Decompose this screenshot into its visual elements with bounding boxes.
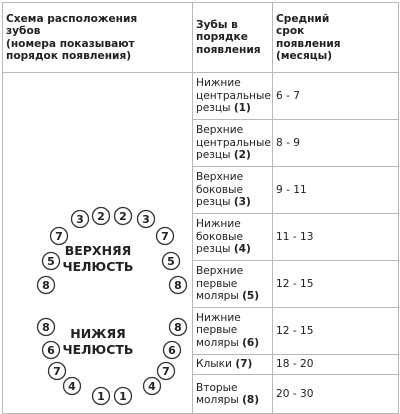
tooth-name-line: Верхние (196, 124, 244, 137)
tooth-name-line: Клыки (196, 358, 232, 371)
upper-tooth-number: 2 (119, 210, 127, 223)
tooth-name (193, 375, 273, 414)
eruption-age: 6 - 7 (273, 73, 399, 120)
tooth-name-line: моляры (196, 394, 239, 407)
tooth-name-line: моляры (196, 290, 239, 303)
tooth-order: (2) (233, 149, 251, 162)
header-diagram-line: зубов (6, 25, 41, 37)
tooth-name-line: Верхние (196, 171, 244, 184)
tooth-name-line: боковые (196, 183, 244, 196)
lower-jaw-label: НИЖЯЯ (70, 326, 126, 341)
tooth-name-line: Нижние (196, 218, 241, 231)
lower-tooth-number: 7 (53, 365, 61, 378)
eruption-age: 20 - 30 (273, 375, 399, 414)
tooth-order: (4) (233, 243, 251, 256)
lower-tooth-number: 6 (47, 344, 55, 357)
lower-tooth-number: 8 (42, 321, 50, 334)
header-age-line: срок (276, 25, 305, 37)
header-teeth-line: порядке (196, 31, 248, 44)
tooth-order: (8) (242, 394, 260, 407)
tooth-order: (3) (233, 196, 251, 209)
upper-jaw-label: ВЕРХНЯЯ (64, 243, 132, 258)
tooth-name-line: Нижние (196, 311, 241, 324)
tooth-diagram-cell (3, 73, 193, 414)
header-teeth-line: появления (196, 43, 261, 56)
header-age (273, 3, 399, 73)
eruption-age: 12 - 15 (273, 260, 399, 307)
tooth-order: (5) (242, 290, 260, 303)
lower-tooth-number: 1 (119, 390, 127, 403)
tooth-name-line: первые (196, 277, 238, 290)
tooth-name-line: центральные (196, 136, 271, 149)
tooth-name-line: моляры (196, 336, 239, 349)
lower-jaw-label: ЧЕЛЮСТЬ (62, 342, 134, 357)
tooth-name-line: первые (196, 324, 238, 337)
header-teeth-line: Зубы в (196, 18, 238, 31)
eruption-age: 8 - 9 (273, 119, 399, 166)
tooth-name-line: Вторые (196, 381, 238, 394)
upper-tooth-number: 8 (42, 279, 50, 292)
tooth-name-line: центральные (196, 89, 271, 102)
header-age-line: Средний (276, 12, 330, 25)
tooth-name (193, 307, 273, 354)
header-row (3, 3, 399, 73)
header-diagram-line: (номера показывают (6, 37, 135, 50)
tooth-name (193, 119, 273, 166)
header-diagram-line: порядок появления) (6, 50, 132, 62)
tooth-name (193, 166, 273, 213)
upper-tooth-number: 5 (167, 255, 175, 268)
upper-tooth-number: 3 (142, 213, 150, 226)
upper-tooth-number: 7 (161, 230, 169, 243)
upper-tooth-number: 3 (76, 213, 84, 226)
tooth-name-line: резцы (196, 196, 231, 209)
lower-tooth-number: 4 (148, 380, 156, 393)
header-age-line: (месяцы) (276, 50, 333, 62)
upper-tooth-number: 5 (47, 255, 55, 268)
upper-tooth-number: 7 (55, 230, 63, 243)
tooth-name-line: боковые (196, 230, 244, 243)
tooth-name-line: Верхние (196, 265, 244, 278)
tooth-name-line: резцы (196, 243, 231, 256)
tooth-order: (1) (233, 102, 251, 115)
lower-tooth-number: 6 (168, 344, 176, 357)
tooth-name-line: Нижние (196, 77, 241, 90)
eruption-age: 18 - 20 (273, 354, 399, 374)
eruption-age: 11 - 13 (273, 213, 399, 260)
table-row (3, 73, 399, 120)
header-age-line: появления (276, 37, 341, 50)
tooth-name-line: резцы (196, 102, 231, 115)
upper-tooth-number: 8 (174, 279, 182, 292)
tooth-name (193, 73, 273, 120)
header-diagram-line: Схема расположения (6, 12, 138, 25)
eruption-age: 12 - 15 (273, 307, 399, 354)
tooth-order: (6) (242, 336, 260, 349)
tooth-name (193, 260, 273, 307)
lower-tooth-number: 1 (97, 390, 105, 403)
tooth-name (193, 213, 273, 260)
eruption-age: 9 - 11 (273, 166, 399, 213)
tooth-name-line: резцы (196, 149, 231, 162)
lower-tooth-number: 8 (174, 321, 182, 334)
upper-tooth-number: 2 (97, 210, 105, 223)
lower-tooth-number: 4 (68, 380, 76, 393)
header-teeth (193, 3, 273, 73)
upper-jaw-label: ЧЕЛЮСТЬ (62, 259, 134, 274)
tooth-name (193, 354, 273, 374)
teething-table (2, 2, 399, 414)
tooth-order: (7) (235, 358, 253, 371)
header-diagram (3, 3, 193, 73)
lower-tooth-number: 7 (162, 365, 170, 378)
tooth-diagram (6, 74, 196, 408)
